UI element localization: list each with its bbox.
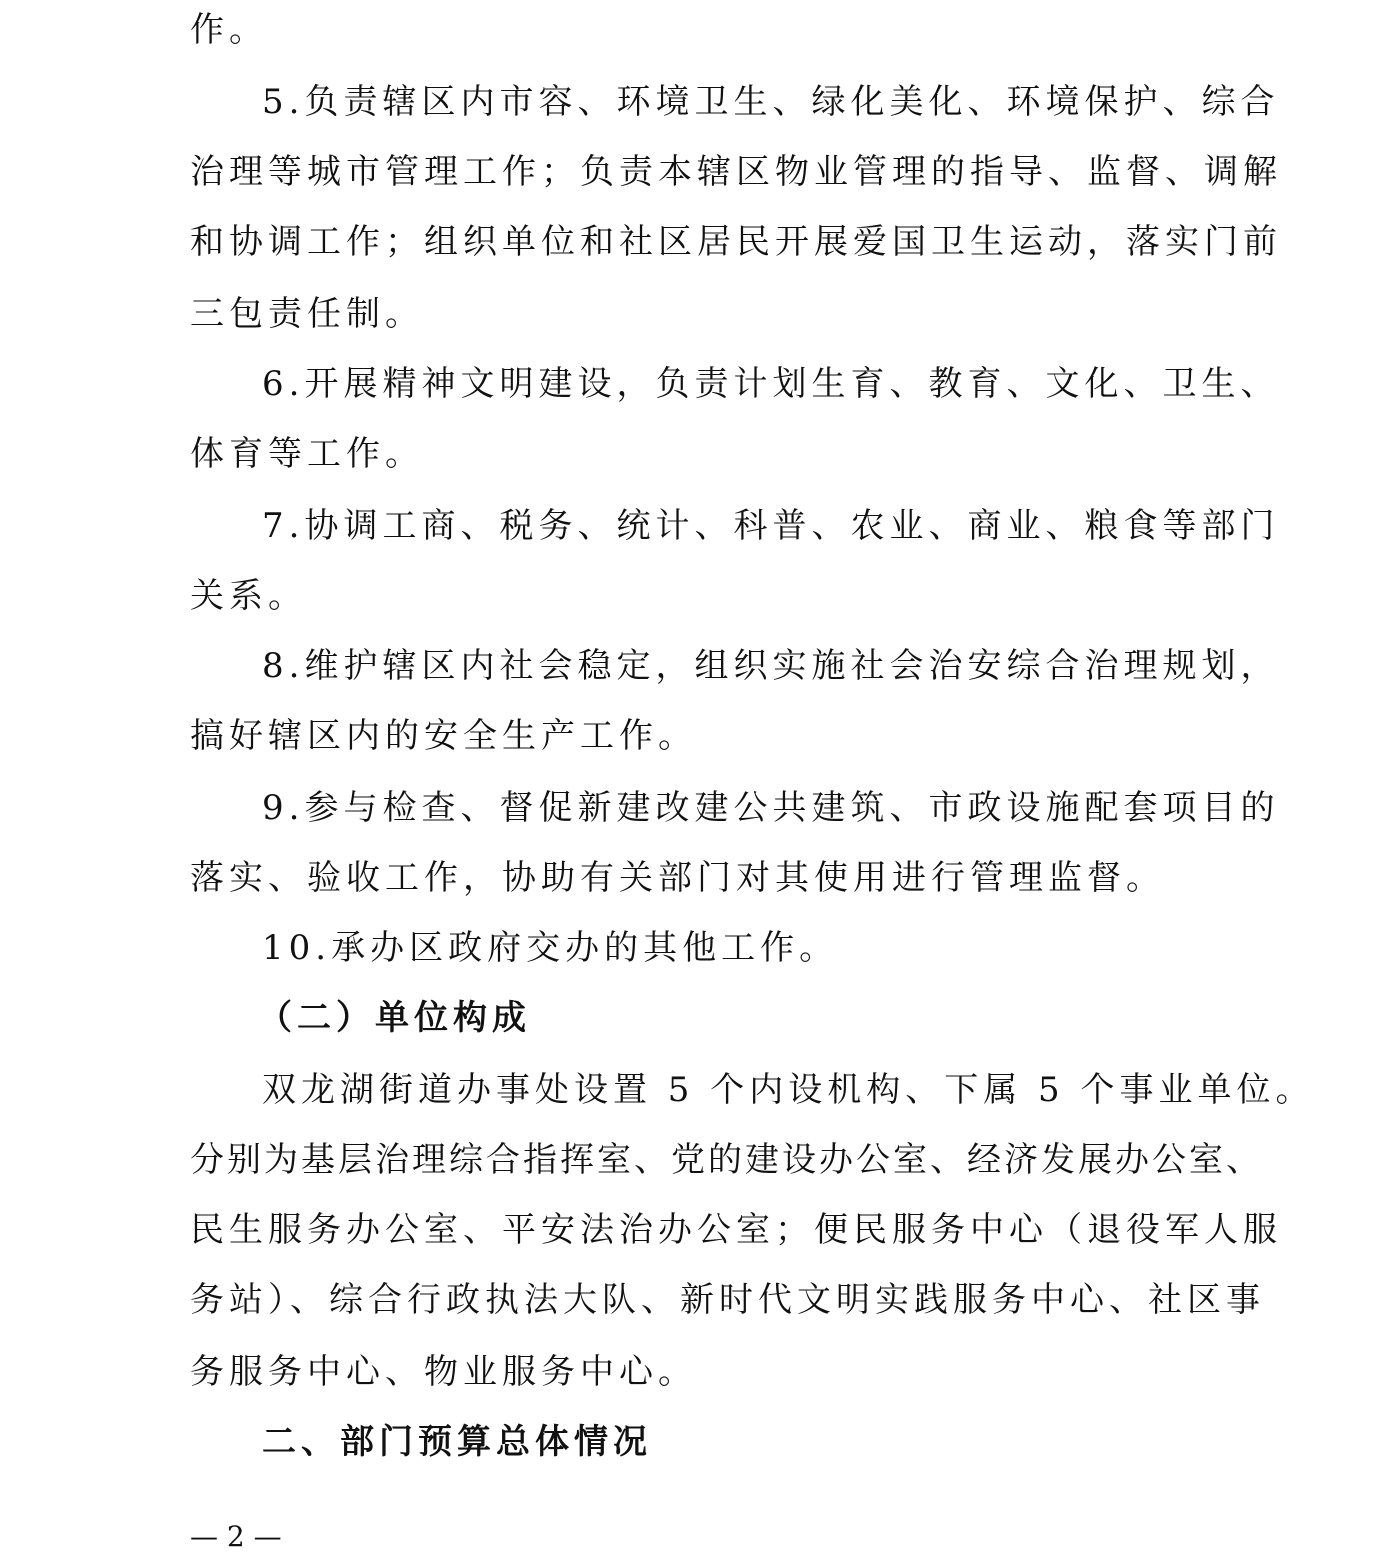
text-line: 落实、验收工作，协助有关部门对其使用进行管理监督。 [190, 858, 1165, 898]
text-line: 搞好辖区内的安全生产工作。 [190, 716, 697, 756]
text-line: 分别为基层治理综合指挥室、党的建设办公室、经济发展办公室、 [190, 1140, 1263, 1180]
text-line: 10.承办区政府交办的其他工作。 [262, 928, 839, 968]
text-line: 民生服务办公室、平安法治办公室；便民服务中心（退役军人服 [190, 1210, 1282, 1250]
text-line: 9.参与检查、督促新建改建公共建筑、市政设施配套项目的 [262, 788, 1280, 828]
text-line: 作。 [190, 10, 268, 50]
text-line: 双龙湖街道办事处设置 5 个内设机构、下属 5 个事业单位。 [262, 1070, 1315, 1110]
chapter-heading: 二、部门预算总体情况 [262, 1422, 652, 1462]
text-line: 务站）、综合行政执法大队、新时代文明实践服务中心、社区事 [190, 1280, 1265, 1320]
text-line: 5.负责辖区内市容、环境卫生、绿化美化、环境保护、综合 [262, 82, 1280, 122]
section-heading: （二）单位构成 [258, 998, 531, 1038]
text-line: 三包责任制。 [190, 294, 424, 334]
text-line: 8.维护辖区内社会稳定，组织实施社会治安综合治理规划， [262, 646, 1280, 686]
text-line: 体育等工作。 [190, 434, 424, 474]
page-number: — 2 — [190, 1520, 282, 1553]
text-line: 务服务中心、物业服务中心。 [190, 1352, 697, 1392]
text-line: 治理等城市管理工作；负责本辖区物业管理的指导、监督、调解 [190, 152, 1282, 192]
text-line: 7.协调工商、税务、统计、科普、农业、商业、粮食等部门 [262, 506, 1280, 546]
text-line: 6.开展精神文明建设，负责计划生育、教育、文化、卫生、 [262, 364, 1280, 404]
text-line: 和协调工作；组织单位和社区居民开展爱国卫生运动，落实门前 [190, 222, 1282, 262]
text-line: 关系。 [190, 576, 307, 616]
